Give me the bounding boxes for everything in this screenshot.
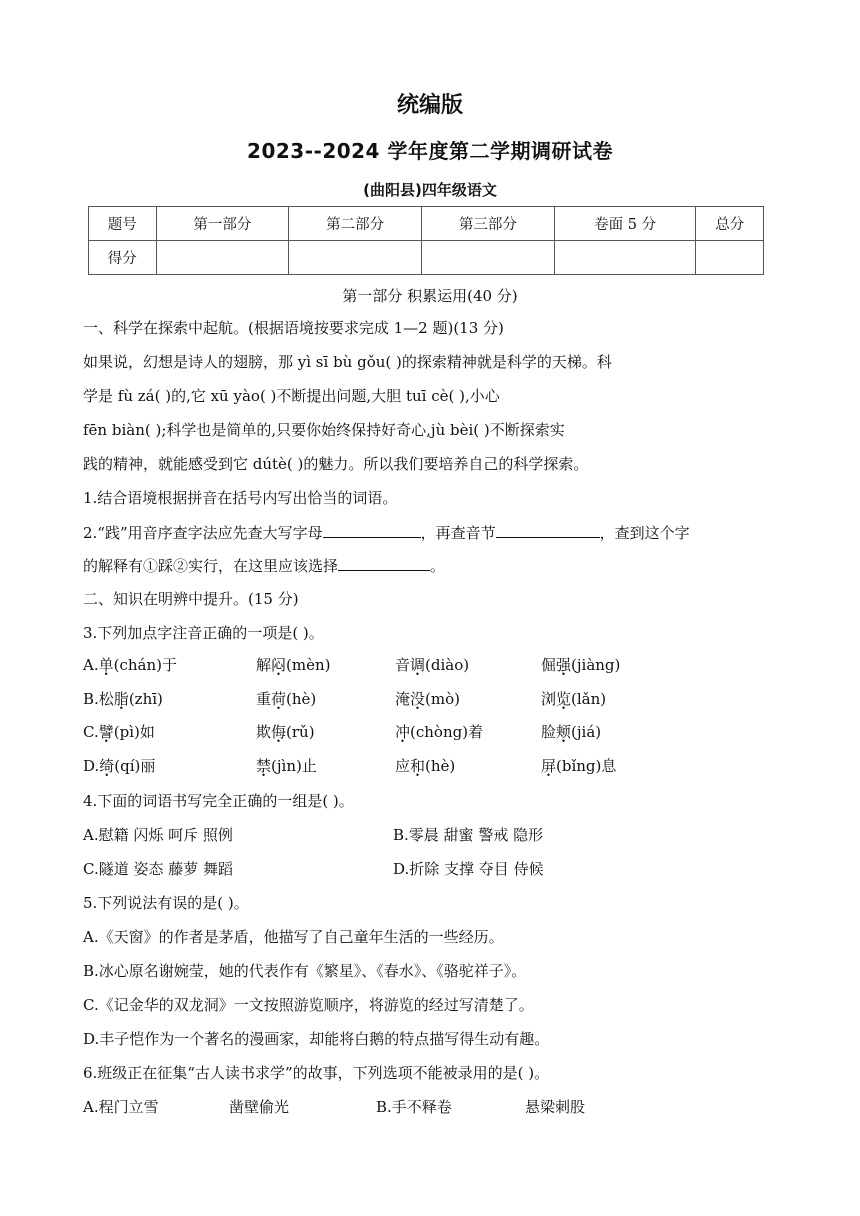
q5-option-b: B.冰心原名谢婉莹，她的代表作有《繁星》、《春水》、《骆驼祥子》。 bbox=[83, 962, 527, 980]
option-c-1 bbox=[83, 722, 155, 742]
dotted-character: 绮 bbox=[99, 757, 115, 775]
dotted-character: 调 bbox=[410, 656, 426, 674]
section2-heading: 二、知识在明辨中提升。(15 分) bbox=[83, 590, 299, 608]
option-b-3 bbox=[395, 689, 460, 709]
q6-option-b: B.手不释卷 bbox=[376, 1098, 452, 1116]
dotted-character: 闷 bbox=[271, 656, 287, 674]
option-c-3 bbox=[395, 722, 483, 742]
question-2-text: 的解释有①踩②实行，在这里应该选择 bbox=[83, 557, 339, 575]
q4-option-c: C.隧道 姿态 藤萝 舞蹈 bbox=[83, 860, 234, 878]
dotted-character: 侮 bbox=[271, 723, 287, 741]
option-text: (mèn) bbox=[286, 656, 331, 674]
option-text: (bǐng)息 bbox=[556, 757, 617, 775]
question-2-text: ，再查音节 bbox=[420, 524, 496, 542]
option-text: 音 bbox=[395, 656, 411, 674]
option-text: C. bbox=[83, 723, 99, 741]
option-text: (rǔ) bbox=[286, 723, 315, 741]
score-table-header-row bbox=[89, 207, 764, 241]
dotted-character: 单 bbox=[98, 656, 114, 674]
dotted-character: 荷 bbox=[271, 690, 287, 708]
table-header-cell: 卷面 5 分 bbox=[554, 207, 696, 241]
option-text: D. bbox=[83, 757, 100, 775]
option-text: (lǎn) bbox=[571, 690, 607, 708]
q4-option-b: B.零晨 甜蜜 警戒 隐形 bbox=[393, 826, 544, 844]
option-text: A. bbox=[83, 656, 99, 674]
option-text: (chòng)着 bbox=[410, 723, 484, 741]
option-text: (pì)如 bbox=[113, 723, 155, 741]
answer-blank-syllable[interactable] bbox=[496, 522, 600, 538]
score-cell[interactable] bbox=[696, 241, 764, 275]
question-4: 4.下面的词语书写完全正确的一组是( )。 bbox=[83, 792, 354, 810]
option-d-2 bbox=[256, 756, 317, 776]
q5-option-c: C.《记金华的双龙洞》一文按照游览顺序，将游览的经过写清楚了。 bbox=[83, 996, 534, 1014]
option-b-2 bbox=[256, 689, 316, 709]
passage-line-4: 践的精神，就能感受到它 dútè( )的魅力。所以我们要培养自己的科学探索。 bbox=[83, 455, 589, 473]
question-2-text: ，查到这个字 bbox=[599, 524, 690, 542]
exam-title: 2023--2024 学年度第二学期调研试卷 bbox=[247, 139, 613, 163]
dotted-character: 强 bbox=[556, 656, 572, 674]
option-d-3 bbox=[395, 756, 455, 776]
option-text: (hè) bbox=[425, 757, 456, 775]
question-2-text: 。 bbox=[430, 557, 446, 575]
option-text: 解 bbox=[256, 656, 272, 674]
exam-subtitle: (曲阳县)四年级语文 bbox=[363, 181, 497, 199]
option-b-1 bbox=[83, 689, 163, 709]
option-text: (diào) bbox=[425, 656, 470, 674]
question-5: 5.下列说法有误的是( )。 bbox=[83, 894, 249, 912]
option-text: 重 bbox=[256, 690, 272, 708]
option-text: B.松 bbox=[83, 690, 114, 708]
question-2-text: 2.“践”用音序查字法应先查大写字母 bbox=[83, 524, 323, 542]
option-text: (mò) bbox=[425, 690, 460, 708]
dotted-character: 和 bbox=[410, 757, 426, 775]
q5-option-d: D.丰子恺作为一个著名的漫画家，却能将白鹅的特点描写得生动有趣。 bbox=[83, 1030, 550, 1048]
question-1: 1.结合语境根据拼音在括号内写出恰当的词语。 bbox=[83, 489, 398, 507]
option-text: 欺 bbox=[256, 723, 272, 741]
dotted-character: 览 bbox=[556, 690, 572, 708]
score-row-label: 得分 bbox=[89, 241, 157, 275]
dotted-character: 冲 bbox=[395, 723, 411, 741]
q6-option-b-2: 悬梁刺股 bbox=[525, 1098, 586, 1116]
score-table bbox=[88, 206, 764, 275]
option-c-2 bbox=[256, 722, 315, 742]
option-b-4 bbox=[541, 689, 606, 709]
table-header-cell: 第三部分 bbox=[422, 207, 555, 241]
score-cell[interactable] bbox=[289, 241, 422, 275]
option-a-1 bbox=[83, 655, 177, 675]
table-header-cell: 第二部分 bbox=[289, 207, 422, 241]
dotted-character: 譬 bbox=[98, 723, 114, 741]
table-header-cell: 总分 bbox=[696, 207, 764, 241]
option-text: (hè) bbox=[286, 690, 317, 708]
option-text: (jìn)止 bbox=[271, 757, 317, 775]
option-text: (zhī) bbox=[128, 690, 163, 708]
question-3: 3.下列加点字注音正确的一项是( )。 bbox=[83, 624, 324, 642]
option-text: (jiá) bbox=[571, 723, 602, 741]
option-text: 淹 bbox=[395, 690, 411, 708]
passage-line-1: 如果说，幻想是诗人的翅膀，那 yì sī bù gǒu( )的探索精神就是科学的天梯。科 bbox=[83, 353, 612, 371]
answer-blank-letter[interactable] bbox=[323, 522, 421, 538]
option-c-4 bbox=[541, 722, 601, 742]
question-6: 6.班级正在征集“古人读书求学”的故事，下列选项不能被录用的是( )。 bbox=[83, 1064, 550, 1082]
option-a-3 bbox=[395, 655, 469, 675]
score-cell[interactable] bbox=[422, 241, 555, 275]
option-text: 浏 bbox=[541, 690, 557, 708]
answer-blank-meaning[interactable] bbox=[338, 555, 430, 571]
q6-option-a: A.程门立雪 bbox=[83, 1098, 159, 1116]
q6-option-a-2: 凿壁偷光 bbox=[229, 1098, 290, 1116]
option-d-4 bbox=[541, 756, 616, 776]
option-text: 倔 bbox=[541, 656, 557, 674]
dotted-character: 没 bbox=[410, 690, 426, 708]
question-2-cont bbox=[83, 555, 445, 576]
dotted-character: 屏 bbox=[541, 757, 557, 775]
dotted-character: 脂 bbox=[113, 690, 129, 708]
q4-option-a: A.慰籍 闪烁 呵斥 照例 bbox=[83, 826, 233, 844]
score-cell[interactable] bbox=[156, 241, 289, 275]
option-text: (jiàng) bbox=[571, 656, 621, 674]
q4-option-d: D.折除 支撑 夺目 侍候 bbox=[393, 860, 544, 878]
edition-title: 统编版 bbox=[396, 93, 463, 118]
option-text: (qí)丽 bbox=[114, 757, 156, 775]
passage-line-3: fēn biàn( );科学也是简单的,只要你始终保持好奇心,jù bèi( )不断探索实 bbox=[83, 421, 565, 439]
section1-heading: 一、科学在探索中起航。(根据语境按要求完成 1—2 题)(13 分) bbox=[83, 319, 504, 337]
score-cell[interactable] bbox=[554, 241, 696, 275]
table-header-cell: 题号 bbox=[89, 207, 157, 241]
option-a-4 bbox=[541, 655, 620, 675]
question-2 bbox=[83, 522, 690, 543]
option-text: 应 bbox=[395, 757, 411, 775]
option-d-1 bbox=[83, 756, 155, 776]
option-a-2 bbox=[256, 655, 331, 675]
passage-line-2: 学是 fù zá( )的,它 xū yào( )不断提出问题,大胆 tuī cè( ),小心 bbox=[83, 387, 500, 405]
dotted-character: 禁 bbox=[256, 757, 272, 775]
q5-option-a: A.《天窗》的作者是茅盾，他描写了自己童年生活的一些经历。 bbox=[83, 928, 504, 946]
option-text: (chán)于 bbox=[113, 656, 177, 674]
option-text: 脸 bbox=[541, 723, 557, 741]
score-table-score-row bbox=[89, 241, 764, 275]
dotted-character: 颊 bbox=[556, 723, 572, 741]
table-header-cell: 第一部分 bbox=[156, 207, 289, 241]
part1-heading: 第一部分 积累运用(40 分) bbox=[342, 287, 518, 305]
